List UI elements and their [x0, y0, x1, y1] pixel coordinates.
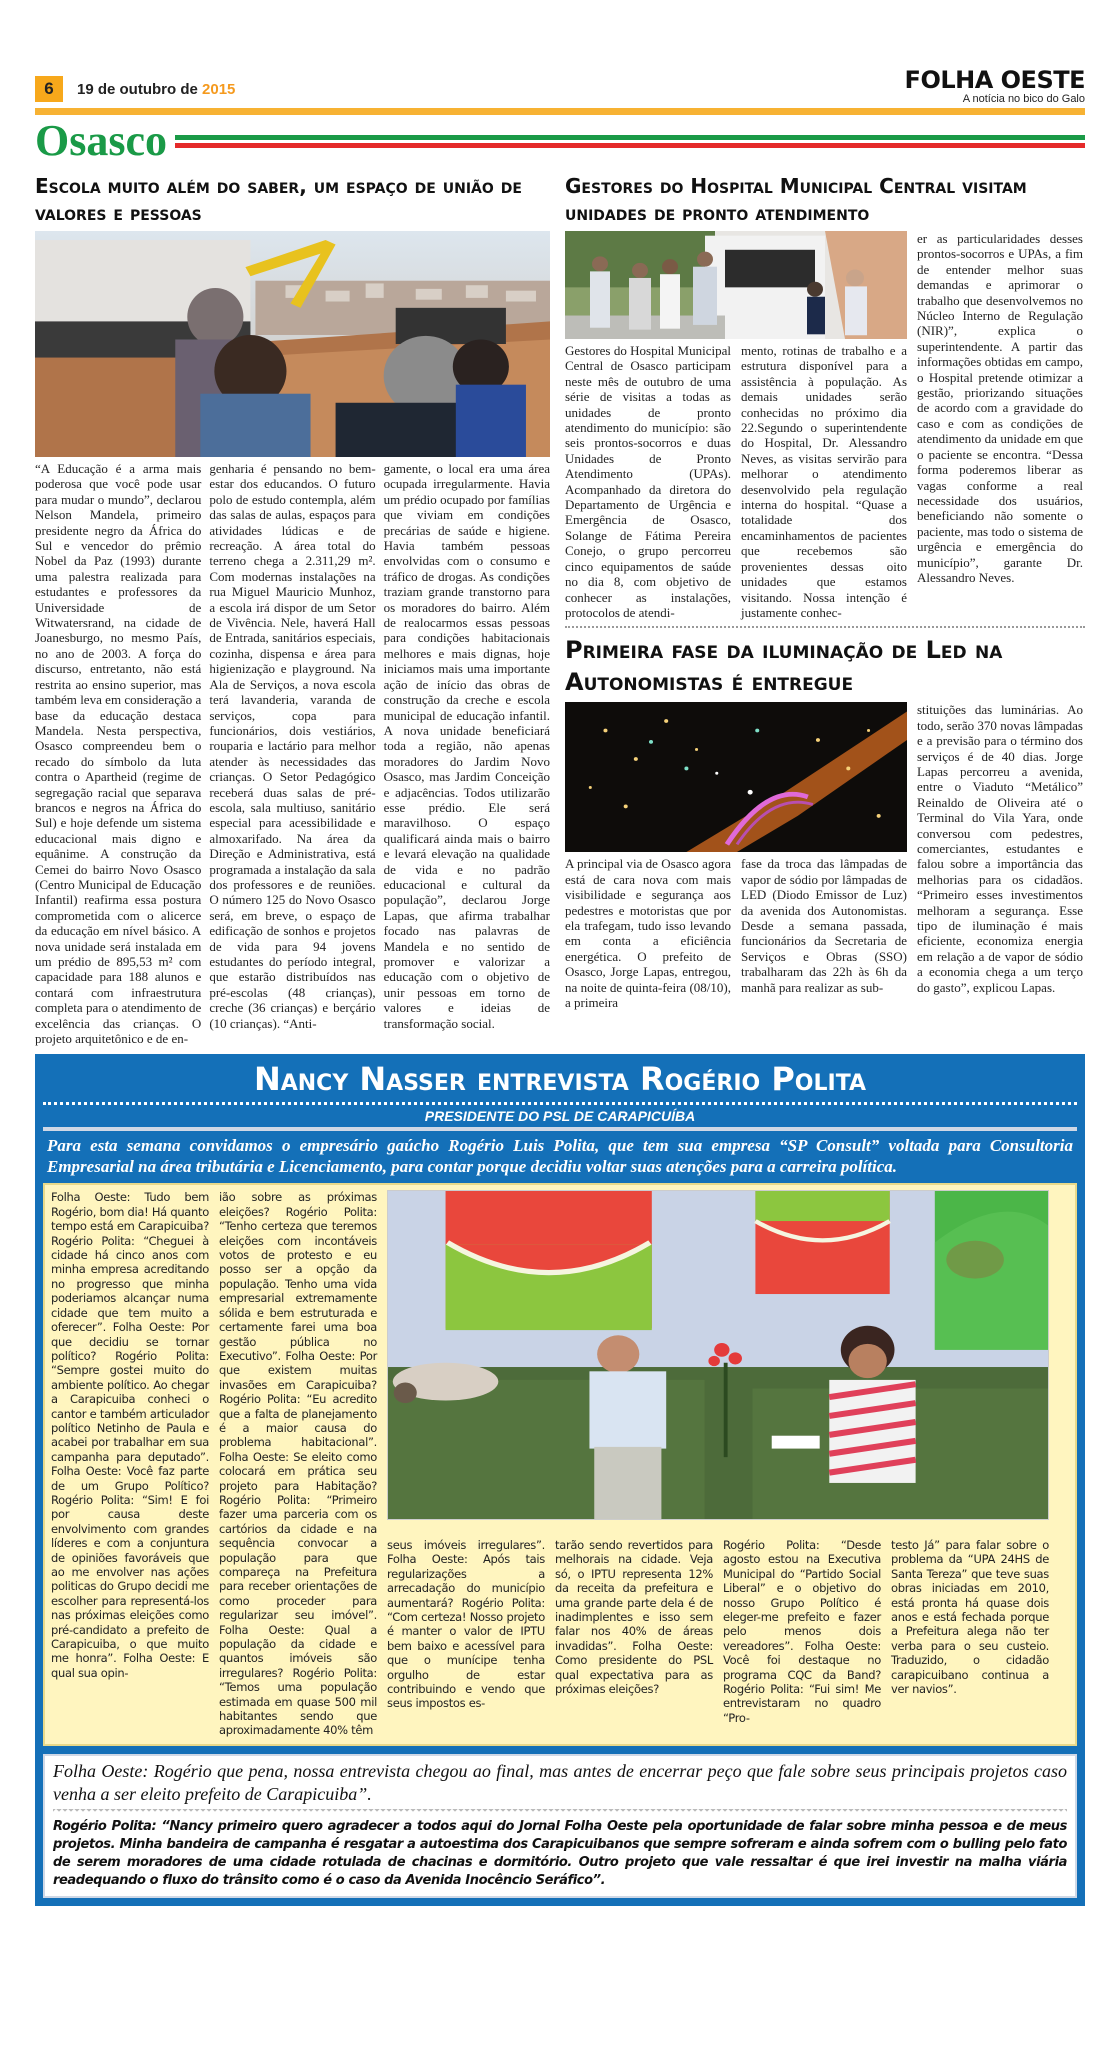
article-led-headline: Primeira fase da iluminação de Led na Autonomistas é entregue — [565, 636, 1003, 697]
article-led-col-2: fase da troca das lâmpadas de vapor de sódio por lâmpadas de LED (Diodo Emissor de Luz) da avenida dos Autonomistas. Desde a semana passada, funcionários da Secretaria de Serviços e Obras (SSO) trabalharam das 22h às 6h da manhã para realizar as sub- — [741, 856, 907, 995]
article-led-photo — [565, 702, 907, 852]
interview-intro: Para esta semana convidamos o empresário gaúcho Rogério Luis Polita, que tem sua empresa “SP Consult” voltada para Consultoria Empresarial na área tributária e Licenciamento, para contar porque decidiu voltar suas atenções para a carreira política. — [47, 1136, 1073, 1177]
article-escola-col-3: gamente, o local era uma área ocupada irregularmente. Havia um prédio ocupado por famílias que viviam em condições precárias de saúde e higiene. Havia também pessoas envolvidas com o consumo e tráfico de drogas. As condições traziam grande transtorno para os moradores do bairro. Além de realocarmos essas pessoas para condições habitacionais melhores e mais dignas, hoje iniciamos mais uma importante ação de início das obras de construção da creche e escola municipal de educação infantil. A nova unidade beneficiará toda a região, não apenas moradores do Jardim Novo Osasco, mas Jardim Conceição e adjacências. Todos utilizarão esse prédio. Ele será maravilhoso. O espaço qualificará ainda mais o bairro e levará elevação na qualidade de vida e no padrão educacional e cultural da população”, declarou Jorge Lapas, que afirma trabalhar focado nas palavras de Mandela e no sentido de promover e valorizar a educação com o objetivo de unir pessoas em torno de valores e ideias de transformação social. — [383, 461, 550, 1031]
interview-col-5: Rogério Polita: “Desde agosto estou na Executiva Municipal do “Partido Social Liberal” e o objetivo do nosso Grupo Político é eleger-me prefeito e fazer pelo menos dois vereadores”. Folha Oeste: Você foi destaque no programa CQC da Band? Rogério Polita: “Fui sim! Me entrevistaram no quadro “Pro- — [723, 1538, 881, 1725]
interview-photo — [387, 1190, 1049, 1520]
section-stripe-red — [175, 143, 1085, 148]
interview-closing-panel — [43, 1754, 1077, 1898]
interview-closing-divider — [53, 1809, 1067, 1815]
article-escola-photo — [35, 231, 550, 457]
masthead-right — [905, 67, 1085, 106]
article-hospital-headline: Gestores do Hospital Municipal Central visitam unidades de pronto atendimento — [565, 174, 1027, 225]
interview-col-4: tarão sendo revertidos para melhorais na cidade. Veja só, o IPTU representa 12% da receita da prefeitura e uma grande parte dela é de inadimplentes e isso sem falar nos 40% de áreas invadidas”. Folha Oeste: Como presidente do PSL qual expectativa para as próximas eleições? — [555, 1538, 713, 1697]
interview-body-panel — [43, 1183, 1077, 1745]
article-escola-col-1: “A Educação é a arma mais poderosa que você pode usar para mudar o mundo”, declarou Nelson Mandela, primeiro presidente negro da África do Sul e vencedor do prêmio Nobel da Paz (1993) durante uma palestra realizada para estudantes e professores da Universidade de Witwatersrand, na cidade de Joanesburgo, no mesmo País, no ano de 2003. A força do discurso, entretanto, não está restrita ao ensino superior, mas também leva em consideração a base da educação destaca Mandela. Nesta perspectiva, Osasco compreendeu bem o recado do símbolo da luta contra o Apartheid (regime de segregação racial que separava brancos e negros na África do Sul) e hoje defende um sistema educacional mais digno e equânime. A construção da Cemei do bairro Novo Osasco (Centro Municipal de Educação Infantil) reafirma essa postura comprometida com o alicerce da educação em nível básico. A nova unidade será instalada em um prédio de 895,53 m² com capacidade para 188 alunos e contará com infraestrutura completa para o atendimento de excelência das crianças. O projeto arquitetônico e de en- — [35, 461, 202, 1047]
interview-rule — [43, 1127, 1077, 1131]
section-title: Osasco — [35, 116, 167, 165]
masthead-left — [35, 76, 235, 106]
interview-col-6: testo Já” para falar sobre o problema da “UPA 24HS de Santa Tereza” que teve suas obras iniciadas em 2010, está pronta há quase dois anos e está fechada porque a Prefeitura alega não ter verba para o seu custeio. Traduzido, o cidadão carapicuibano continua a ver navios”. — [891, 1538, 1049, 1697]
article-escola-col-2: genharia é pensando no bem-estar dos educandos. O futuro polo de estudo contempla, além das salas de aulas, espaços para atividades lúdicas e de recreação. A área total do terreno chega a 2.311,29 m². Com modernas instalações na rua Miguel Mauricio Munhoz, a escola irá dispor de um Setor de Vivência. Nele, haverá Hall de Entrada, sanitários especiais, cozinha, dispensa e área para higienização e playground. Na Ala de Serviços, a nova escola terá lavanderia, varanda de serviços, copa para funcionários, dois vestiários, rouparia e lactário para melhor atender às necessidades das crianças. O Setor Pedagógico receberá duas salas de pré-escola, sala multiuso, sanitário especial para acessibilidade e almoxarifado. Na área da Direção e Administrativa, está programada a instalação da sala dos professores e de reuniões. O número 125 do Novo Osasco será, em breve, o espaço de edificação de sonhos e projetos de vida para 94 jovens estudantes do período integral, que estarão distribuídos nas pré-escolas (48 crianças), creche (36 crianças) e berçário (10 crianças). “Anti- — [209, 461, 376, 1031]
article-escola-columns — [35, 461, 550, 1046]
article-hospital-col-2: mento, rotinas de trabalho e a estrutura disponível para a assistência à população. As demais unidades serão conhecidas no próximo dia 22.Segundo o superintendente do Hospital, Dr. Alessandro Neves, as visitas servirão para melhorar o atendimento desenvolvido pela regulação interna do hospital. “Quase a totalidade dos encaminhamentos de pacientes que recebemos são provenientes dessas oito unidades que estamos visitando. Nossa intenção é justamente conhec- — [741, 343, 907, 620]
interview-closing-answer: Rogério Polita: “Nancy primeiro quero agradecer a todos aqui do Jornal Folha Oeste pela oportunidade de falar sobre minha pessoa e de meus projetos. Minha bandeira de campanha é resgatar a autoestima dos Carapicuibanos que sempre sofreram e ainda sofrem com o bulling pelo fato de serem moradores de uma cidade rotulada de chacinas e dormitório. Outro projeto que vale ressaltar é que irei investir na malha viária readequando o fluxo do trânsito como é o caso da Avenida Inocêncio Seráfico”. — [53, 1818, 1067, 1888]
header-rule — [35, 108, 1085, 115]
article-hospital-body — [565, 231, 1085, 620]
interview-col-1: Folha Oeste: Tudo bem Rogério, bom dia! Há quanto tempo está em Carapicuiba? Rogério Polita: “Cheguei à cidade há cinco anos com minha empresa acreditando no progresso que minha poderiamos alcançar numa cidade que tem muito a oferecer”. Folha Oeste: Por que decidiu se tornar político? Rogério Polita: “Sempre gostei muito do ambiente político. Ao chegar a Carapicuiba conheci o cantor e também articulador político Netinho de Paula e acabei por trabalhar em sua campanha para deputado”. Folha Oeste: Você faz parte de um Grupo Político? Rogério Polita: “Sim! E foi por causa deste envolvimento com grandes líderes e com a conjuntura de opiniões favoráveis que ao me envolver nas ações politicas do Grupo decidi me escolher para representá-los nas próximas eleições como pré-candidato a prefeito de Carapicuiba, o que muito me honra”. Folha Oeste: E qual sua opin- — [51, 1190, 209, 1680]
top-articles-region — [35, 173, 1085, 1046]
article-hospital-photo — [565, 231, 907, 339]
date-year: 2015 — [202, 80, 236, 98]
night-avenue-photo-image — [565, 702, 907, 852]
interview-col-3: seus imóveis irregulares”. Folha Oeste: Após tais regularizações a arrecadação do município aumentará? Rogério Polita: “Com certeza! Nosso projeto é manter o valor de IPTU bem baixo e acessível para que o munícipe tenha orgulho de estar contribuindo e vendo que seus impostos es- — [387, 1538, 545, 1711]
interview-box — [35, 1054, 1085, 1905]
section-header — [35, 115, 1085, 167]
article-led-body — [565, 702, 1085, 1010]
article-led-col-1: A principal via de Osasco agora está de cara nova com mais visibilidade e segurança aos pedestres e motoristas que por ela trafegam, tudo isso levando em conta a eficiência energética. O prefeito de Osasco, Jorge Lapas, entregou, na noite de quinta-feira (08/10), a primeira — [565, 856, 731, 1010]
hospital-visit-photo-image — [565, 231, 907, 339]
article-separator — [565, 626, 1085, 630]
construction-photo-image — [35, 231, 550, 457]
issue-date — [77, 81, 235, 98]
masthead — [35, 62, 1085, 106]
article-escola-headline: Escola muito além do saber, um espaço de união de valores e pessoas — [35, 174, 522, 225]
interview-dotted-rule — [43, 1102, 1077, 1105]
interview-subtitle: PRESIDENTE DO PSL DE CARAPICUÍBA — [424, 1108, 696, 1125]
interview-scene-image — [388, 1191, 1048, 1519]
newspaper-tagline: A notícia no bico do Galo — [962, 93, 1085, 105]
right-articles — [565, 173, 1085, 1046]
interview-col-2: ião sobre as próximas eleições? Rogério Polita: “Tenho certeza que teremos eleições com incontáveis votos de protesto e eu posso ser a opção da população. Tenho uma vida empresarial extremamente sólida e bem estruturada e certamente farei uma boa gestão pública no Executivo”. Folha Oeste: Por que existem muitas invasões em Carapicuiba? Rogério Polita: “Eu acredito que a falta de planejamento é a maior causa do problema habitacional”. Folha Oeste: Se eleito como colocará em prática seu projeto para Habitação? Rogério Polita: “Primeiro fazer uma parceria com os cartórios da cidade e na sequência convocar a população para que compareça na Prefeitura para receber orientações de como proceder para regularizar seu imóvel”. Folha Oeste: Qual a população da cidade e quantos imóveis são irregulares? Rogério Polita: “Temos uma população estimada em quase 500 mil habitantes sendo que aproximadamente 40% têm — [219, 1190, 377, 1738]
article-led-col-3: stituições das luminárias. Ao todo, serão 370 novas lâmpadas e a previsão para o término dos serviços é de 40 dias. Jorge Lapas percorreu a avenida, entre o Viaduto “Metálico” Reinaldo de Oliveira até o Terminal do Vila Yara, onde conversou com pedestres, comerciantes, estudantes e falou sobre a importância das melhorias para os cidadãos. “Primeiro esses investimentos melhoram a segurança. Esse tipo de iluminação é mais eficiente, economiza energia em relação a de vapor de sódio a economia chega a um terço do gasto”, explicou Lapas. — [917, 702, 1083, 995]
article-led-photo-wrap — [565, 702, 907, 852]
article-hospital-col-1: Gestores do Hospital Municipal Central de Osasco participam neste mês de outubro de uma série de visitas a todas as unidades de pronto atendimento do município: são seis prontos-socorros e duas Unidades de Pronto Atendimento (UPAs). Acompanhado da diretora do Departamento de Urgência e Emergência de Osasco, Solange de Fátima Pereira Conejo, o grupo percorreu cinco equipamentos de saúde no dia 8, com objetivo de conhecer as instalações, protocolos de atendi- — [565, 343, 731, 620]
article-escola — [35, 173, 550, 1046]
section-stripes — [175, 135, 1085, 148]
newspaper-logo: FOLHA OESTE — [904, 66, 1085, 94]
article-hospital-photo-wrap — [565, 231, 907, 339]
interview-title: Nancy Nasser entrevista Rogério Polita — [253, 1060, 867, 1099]
interview-closing-question: Folha Oeste: Rogério que pena, nossa entrevista chegou ao final, mas antes de encerrar peço que fale sobre seus principais projetos caso venha a ser eleito prefeito de Carapicuiba”. — [53, 1760, 1067, 1804]
interview-photo-wrap — [387, 1190, 1049, 1533]
article-hospital-col-3: er as particularidades desses prontos-socorros e UPAs, a fim de entender melhor suas demandas e aprimorar o trabalho que desenvolvemos no Núcleo Interno de Regulação (NIR)”, explica o superintendente. A partir das informações obtidas em campo, o Hospital pretende otimizar a gestão, priorizando situações de acordo com a gravidade do caso e com as condições de atendimento da unidade em que o paciente se encontra. “Dessa forma poderemos liberar as vagas conforme a real necessidade dos usuários, beneficiando não somente o paciente, mas todo o sistema de urgência e emergência do município”, garante Dr. Alessandro Neves. — [917, 231, 1083, 585]
page-number: 6 — [35, 76, 63, 102]
date-text: 19 de outubro de — [77, 80, 203, 98]
